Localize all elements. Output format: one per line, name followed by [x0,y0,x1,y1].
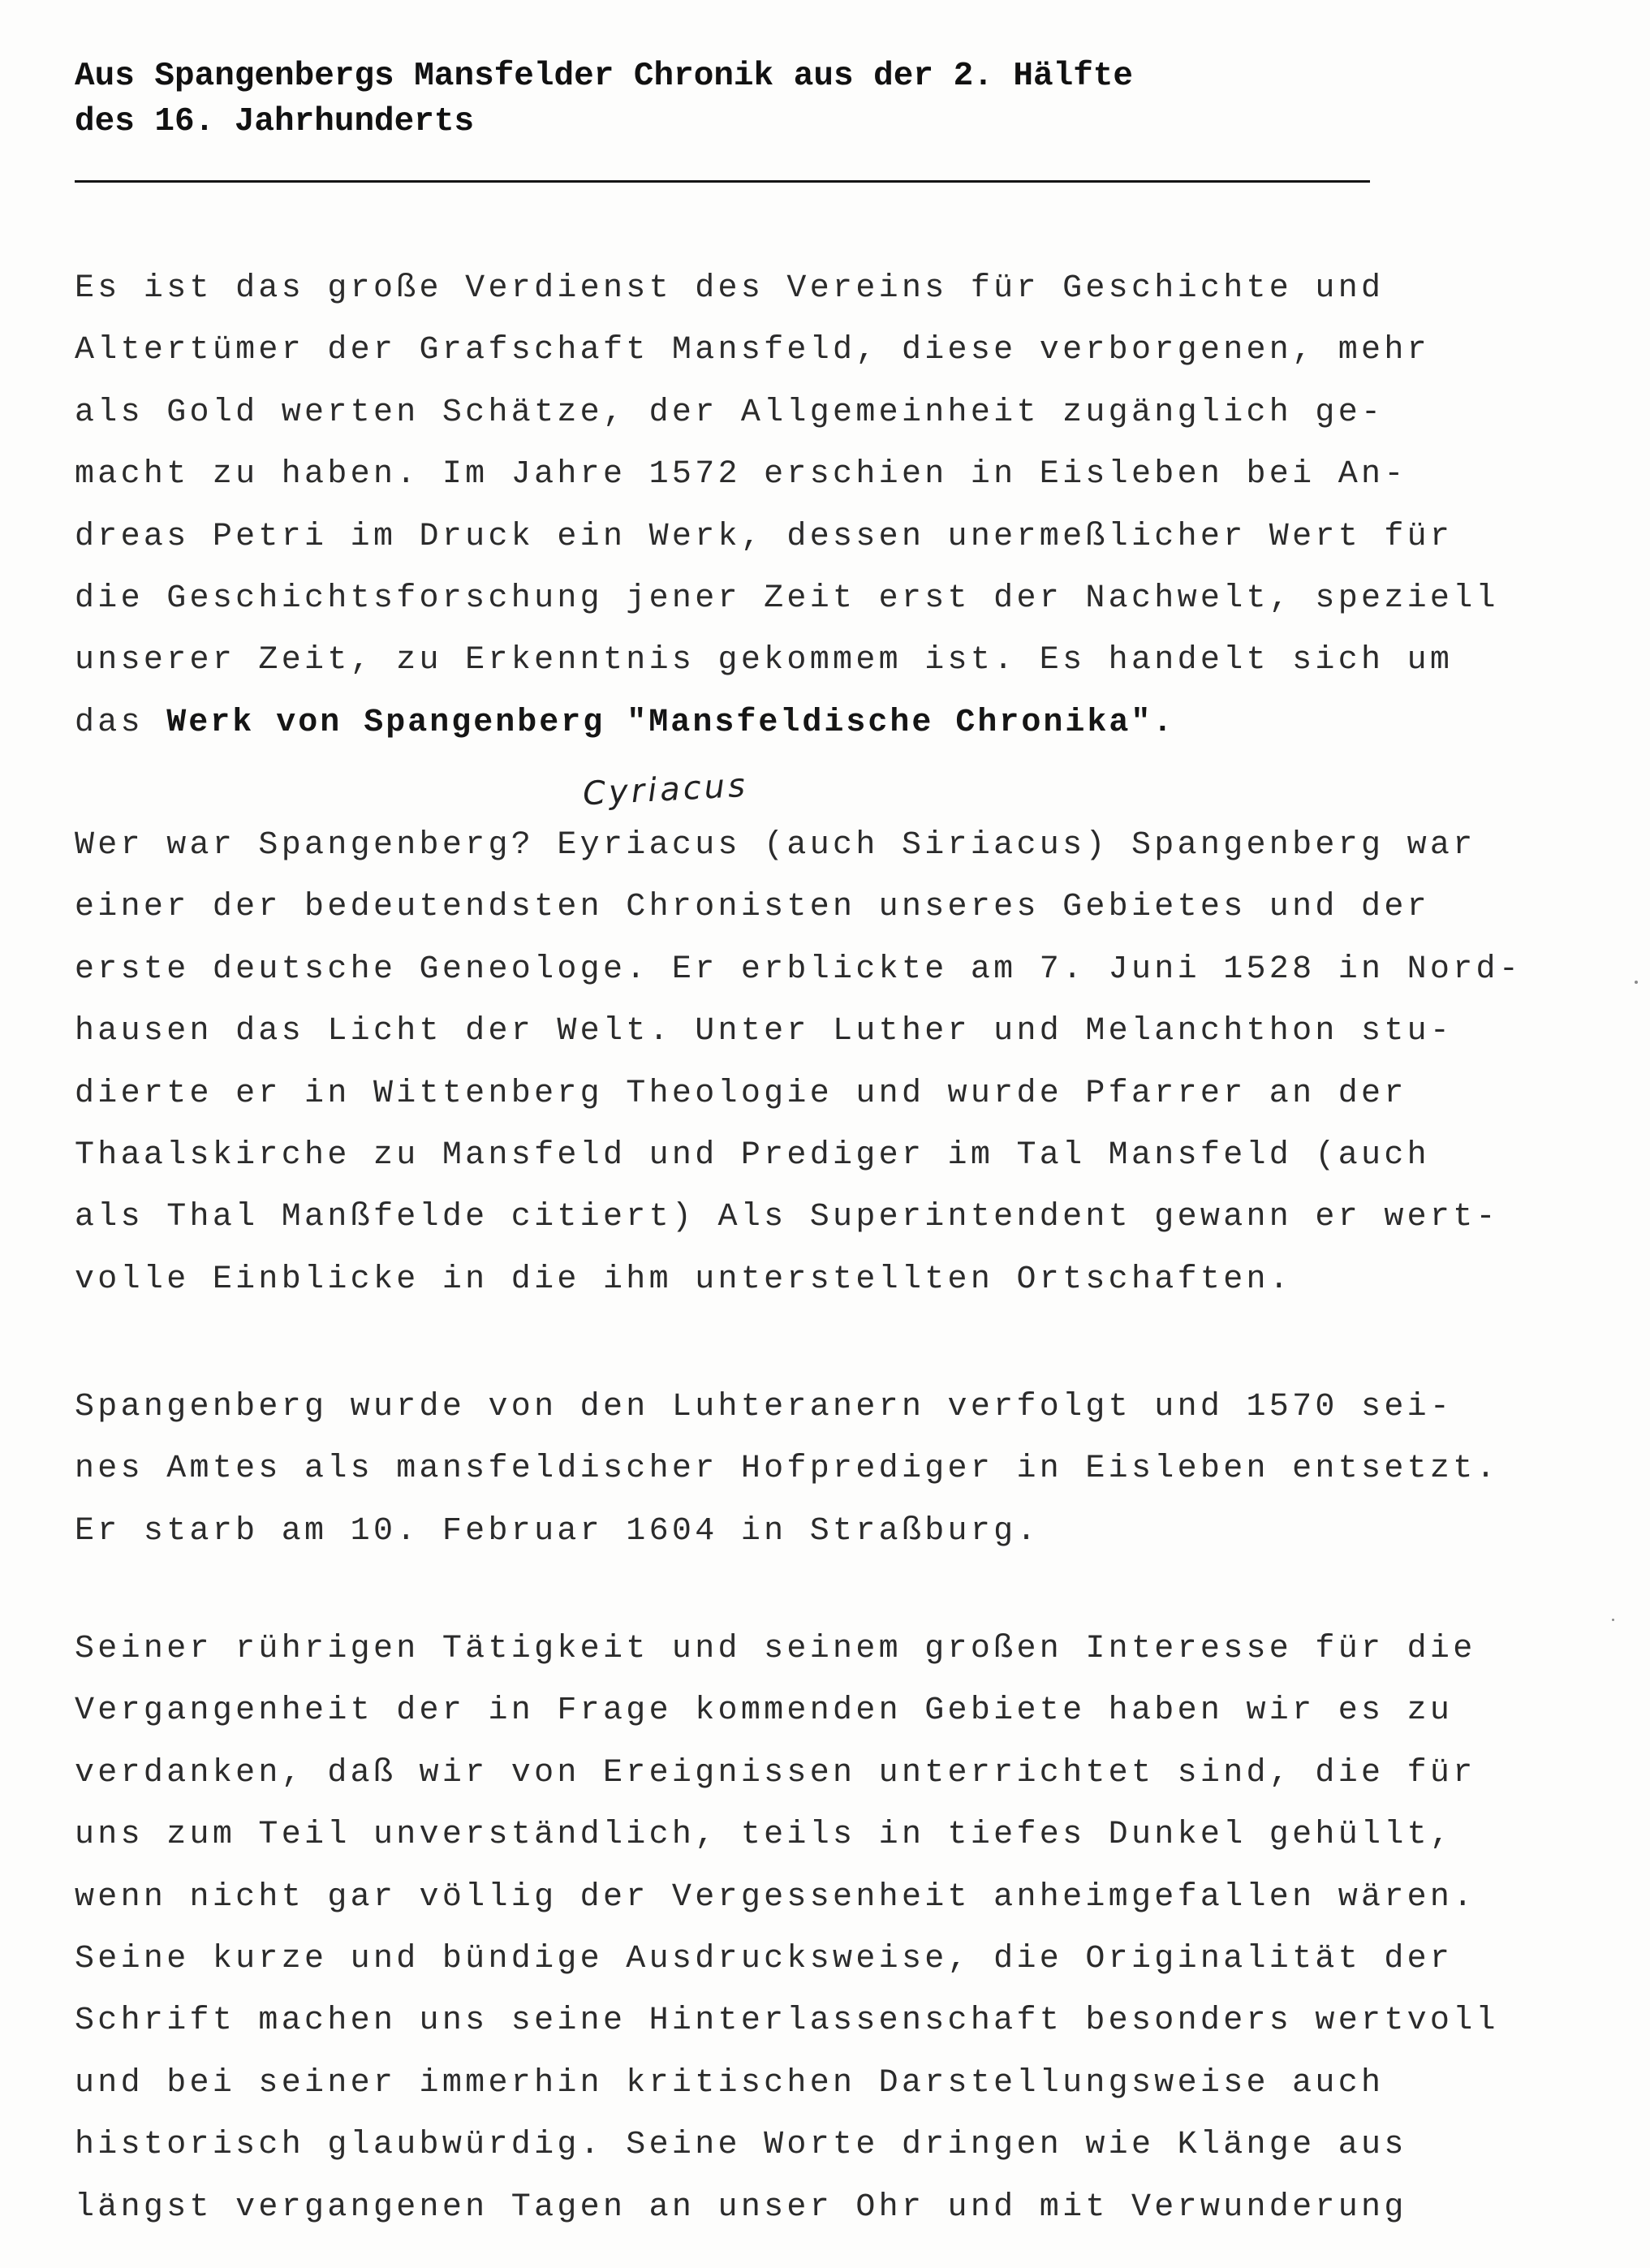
text-line: und bei seiner immerhin kritischen Darstellungsweise auch [75,2064,1385,2102]
title-line-2: des 16. Jahrhunderts [75,103,475,140]
text-line: volle Einblicke in die ihm unterstellten Ortschaften. [75,1261,1293,1298]
text-line: als Gold werten Schätze, der Allgemeinheit zugänglich ge- [75,394,1385,431]
text-line: nes Amtes als mansfeldischer Hofprediger in Eisleben entsetzt. [75,1451,1499,1488]
text-line: Schrift machen uns seine Hinterlassenschaft besonders wertvoll [75,2003,1499,2040]
text-line: Es ist das große Verdienst des Vereins für Geschichte und [75,270,1385,307]
text-line: längst vergangenen Tagen an unser Ohr und mit Verwunderung [75,2188,1407,2226]
document-title [75,54,1389,144]
text-line: als Thal Manßfelde citiert) Als Superintendent gewann er wert- [75,1199,1499,1236]
text-line: dierte er in Wittenberg Theologie und wurde Pfarrer an der [75,1075,1407,1112]
scan-speck [1612,1619,1614,1621]
text-line: Seine kurze und bündige Ausdrucksweise, die Originalität der [75,1941,1454,1978]
text-line: dreas Petri im Druck ein Werk, dessen unermeßlicher Wert für [75,518,1454,555]
text-line: uns zum Teil unverständlich, teils in tiefes Dunkel gehüllt, [75,1817,1454,1854]
paragraph-4 [75,1619,1617,2239]
title-underline [75,180,1370,183]
text-line: Seiner rührigen Tätigkeit und seinem großen Interesse für die [75,1631,1476,1667]
text-line: die Geschichtsforschung jener Zeit erst der Nachwelt, speziell [75,580,1499,618]
text-line: unserer Zeit, zu Erkenntnis gekommem ist. Es handelt sich um [75,642,1454,679]
paragraph-1 [75,258,1617,754]
text-line: Thaalskirche zu Mansfeld und Prediger im Tal Mansfeld (auch [75,1137,1430,1175]
scan-speck [1635,981,1638,984]
text-line: Wer war Spangenberg? Eyriacus (auch Siriacus) Spangenberg war [75,827,1476,864]
text-prefix: das [75,704,167,741]
text-line: einer der bedeutendsten Chronisten unseres Gebietes und der [75,889,1430,926]
text-line: wenn nicht gar völlig der Vergessenheit anheimgefallen wären. [75,1878,1476,1916]
text-line-last [75,692,1617,754]
text-suffix: . [1152,704,1175,741]
text-line: Vergangenheit der in Frage kommenden Gebiete haben wir es zu [75,1692,1454,1730]
text-line: erste deutsche Geneologe. Er erblickte am 7. Juni 1528 in Nord- [75,951,1523,988]
text-line: Spangenberg wurde von den Luhteranern verfolgt und 1570 sei- [75,1389,1454,1425]
paragraph-2 [75,815,1617,1311]
handwritten-annotation: Cyriacus [581,766,749,813]
text-line: hausen das Licht der Welt. Unter Luther und Melanchthon stu- [75,1013,1454,1050]
text-line: macht zu haben. Im Jahre 1572 erschien in Eisleben bei An- [75,456,1407,494]
text-line: historisch glaubwürdig. Seine Worte dringen wie Klänge aus [75,2127,1407,2164]
bold-work-title: Werk von Spangenberg "Mansfeldische Chronika" [166,704,1153,741]
paragraph-3 [75,1377,1617,1563]
text-line: Altertümer der Grafschaft Mansfeld, diese verborgenen, mehr [75,332,1430,369]
title-line-1: Aus Spangenbergs Mansfelder Chronik aus der 2. Hälfte [75,58,1134,95]
text-line: Er starb am 10. Februar 1604 in Straßburg. [75,1512,1040,1550]
text-line: verdanken, daß wir von Ereignissen unterrichtet sind, die für [75,1754,1476,1792]
